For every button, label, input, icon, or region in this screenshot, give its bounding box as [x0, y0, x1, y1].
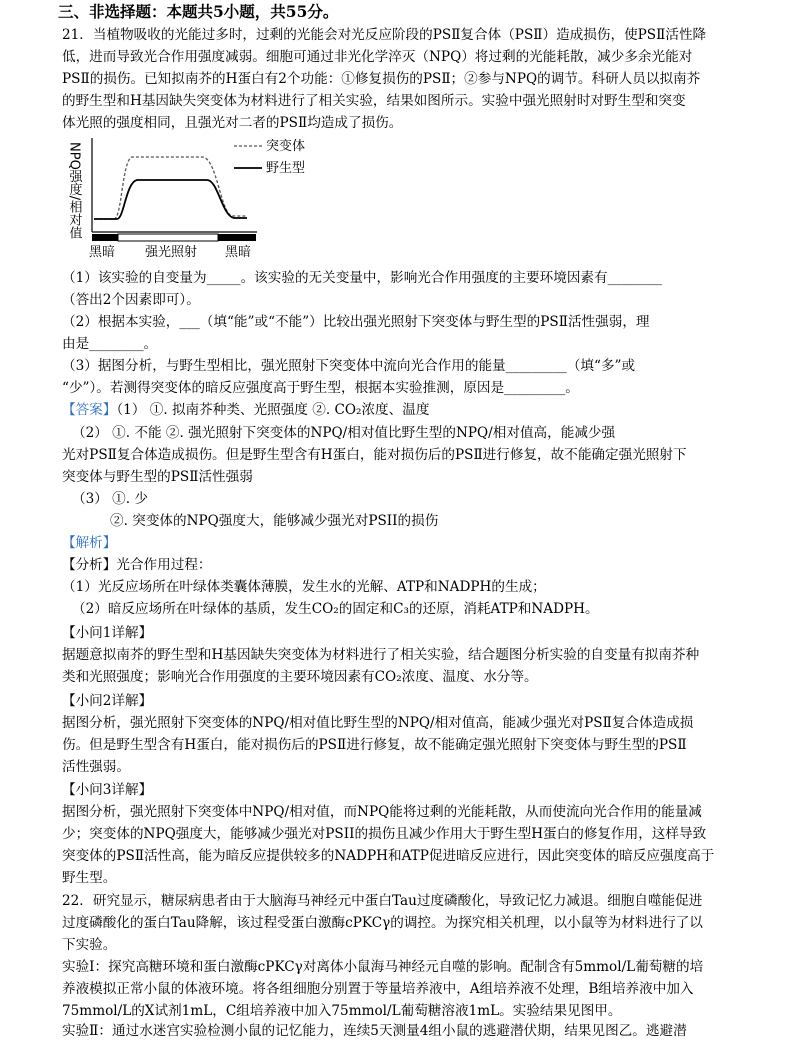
legend-mutant-label: 突变体 — [266, 139, 306, 154]
analysis-line: （1）光反应场所在叶绿体类囊体薄膜，发生水的光解、ATP和NADPH的生成； — [62, 579, 546, 595]
answer-2-line: 突变体与野生型的PSⅡ活性强弱 — [62, 469, 253, 485]
dark-bar-1 — [92, 234, 118, 241]
answer-3a: （3） ①. 少 — [72, 491, 148, 507]
npq-figure — [62, 130, 342, 265]
sq1-line: 据题意拟南芥的野生型和H基因缺失突变体为材料进行了相关实验，结合题图分析实验的自变量有拟南芥种 — [62, 647, 700, 663]
sq2-line: 伤。但是野生型含有H蛋白，能对损伤后的PSⅡ进行修复，故不能确定强光照射下突变体与野生型的PSⅡ — [62, 737, 687, 753]
q21-sub-line: 由是________。 — [62, 336, 158, 352]
q21-line: 低，进而导致光合作用强度减弱。细胞可通过非光化学淬灭（NPQ）将过剩的光能耗散，减少多余光能对 — [62, 49, 693, 65]
sq2-line: 据图分析，强光照射下突变体的NPQ/相对值比野生型的NPQ/相对值高，能减少强光对PSⅡ复合体造成损 — [62, 715, 694, 731]
q22-line: 22．研究显示，糖尿病患者由于大脑海马神经元中蛋白Tau过度磷酸化，导致记忆力减退。细胞自噬能促进 — [62, 893, 703, 909]
sq3-line: 突变体的PSⅡ活性高，能为暗反应提供较多的NADPH和ATP促进暗反应进行，因此突变体的暗反应强度高于 — [62, 848, 715, 864]
analysis-line: （2）暗反应场所在叶绿体的基质，发生CO₂的固定和C₃的还原，消耗ATP和NADPH。 — [72, 601, 599, 617]
sq3-title: 【小问3详解】 — [62, 782, 153, 798]
answer-1: （1） ①. 拟南芥种类、光照强度 ②. CO₂浓度、温度 — [116, 402, 430, 418]
x-label-dark-2: 黑暗 — [225, 245, 252, 260]
q21-sub-line: （答出2个因素即可）。 — [62, 292, 200, 308]
answer-row-1 — [62, 400, 429, 420]
sq3-line: 少；突变体的NPQ强度大，能够减少强光对PSII的损伤且减少作用大于野生型H蛋白的修复作用，这样导致 — [62, 826, 707, 842]
q21-sub-line: “少”）。若测得突变体的暗反应强度高于野生型，根据本实验推测，原因是_________。 — [62, 380, 579, 396]
sq1-title: 【小问1详解】 — [62, 625, 153, 641]
mutant-curve — [94, 157, 247, 219]
analysis-tag: 【解析】 — [62, 535, 117, 551]
sq1-line: 类和光照强度；影响光合作用强度的主要环境因素有CO₂浓度、温度、水分等。 — [62, 669, 538, 685]
q22-line: 过度磷酸化的蛋白Tau降解，该过程受蛋白激酶cPKCγ的调控。为探究相关机理，以小鼠等为材料进行了以 — [62, 915, 703, 931]
wild-type-curve — [94, 180, 247, 219]
sq3-line: 野生型。 — [62, 870, 117, 886]
q22-line: 下实验。 — [62, 937, 117, 953]
analysis-line: 【分析】光合作用过程： — [62, 557, 212, 573]
x-label-light: 强光照射 — [145, 245, 198, 260]
x-label-dark-1: 黑暗 — [89, 245, 116, 260]
legend-wild-label: 野生型 — [266, 161, 306, 176]
q22-line: 75mmol/L的X试剂1mL，C组培养液中加入75mmol/L葡萄糖溶液1mL。实验结果见图甲。 — [62, 1003, 622, 1019]
q21-line: 的野生型和H基因缺失突变体为材料进行了相关实验，结果如图所示。实验中强光照射时对野生型和突变 — [62, 93, 686, 109]
q22-line: 实验Ⅰ：探究高糖环境和蛋白激酶cPKCγ对离体小鼠海马神经元自噬的影响。配制含有5mmol/L葡萄糖的培 — [62, 959, 704, 975]
light-bar — [118, 234, 218, 241]
answer-2-line: （2） ①. 不能 ②. 强光照射下突变体的NPQ/相对值比野生型的NPQ/相对值高，能减少强 — [72, 425, 616, 441]
q21-line: PSⅡ的损伤。已知拟南芥的H蛋白有2个功能：①修复损伤的PSⅡ；②参与NPQ的调节。科研人员以拟南芥 — [62, 71, 701, 87]
q21-sub-line: （3）据图分析，与野生型相比，强光照射下突变体中流向光合作用的能量_________（填“多”或 — [62, 358, 636, 374]
q22-line: 养液模拟正常小鼠的体液环境。将各组细胞分别置于等量培养液中，A组培养液不处理，B组培养液中加入 — [62, 981, 694, 997]
dark-bar-2 — [218, 234, 256, 241]
q22-line: 实验Ⅱ：通过水迷宫实验检测小鼠的记忆能力，连续5天测量4组小鼠的逃避潜伏期，结果见图乙。逃避潜 — [62, 1023, 687, 1039]
answer-tag: 【答案】 — [62, 402, 117, 418]
sq2-line: 活性强弱。 — [62, 759, 130, 775]
sq2-title: 【小问2详解】 — [62, 693, 153, 709]
sq3-line: 据图分析，强光照射下突变体中NPQ/相对值，而NPQ能将过剩的光能耗散，从而使流向光合作用的能量减 — [62, 804, 702, 820]
q21-line: 体光照的强度相同，且强光对二者的PSⅡ均造成了损伤。 — [62, 115, 403, 131]
q21-sub-line: （1）该实验的自变量为_____。该实验的无关变量中，影响光合作用强度的主要环境因素有________ — [62, 270, 662, 286]
section-title: 三、非选择题：本题共5小题，共55分。 — [58, 2, 339, 21]
answer-2-line: 光对PSⅡ复合体造成损伤。但是野生型含有H蛋白，能对损伤后的PSⅡ进行修复，故不能确定强光照射下 — [62, 447, 687, 463]
y-axis-label: NPQ强度/相对值 — [66, 142, 82, 240]
answer-3b: ②. 突变体的NPQ强度大，能够减少强光对PSII的损伤 — [110, 513, 439, 529]
q21-sub-line: （2）根据本实验，___（填“能”或“不能”）比较出强光照射下突变体与野生型的PSⅡ活性强弱，理 — [62, 314, 650, 330]
q21-line: 21．当植物吸收的光能过多时，过剩的光能会对光反应阶段的PSⅡ复合体（PSⅡ）造成损伤，使PSⅡ活性降 — [62, 27, 707, 43]
